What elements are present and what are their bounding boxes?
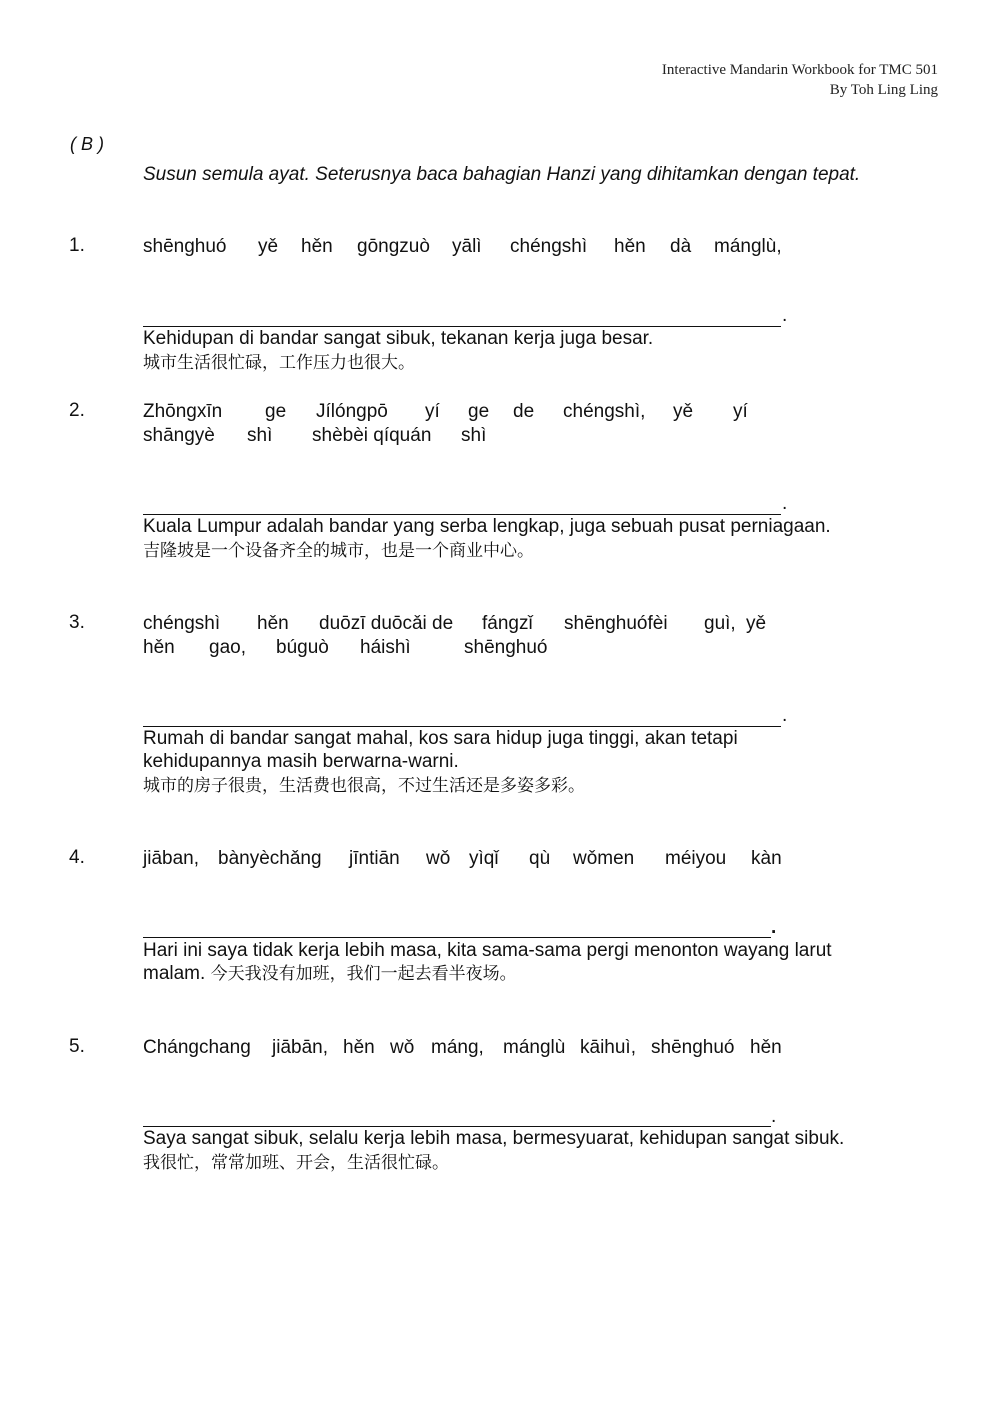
translation-malay-text: Hari ini saya tidak kerja lebih masa, kita sama-sama pergi menonton wayang larut malam. xyxy=(143,940,832,984)
word-chip[interactable]: Zhōngxīn xyxy=(143,401,223,422)
word-chip[interactable]: hěn xyxy=(143,637,175,658)
blank-period: . xyxy=(782,305,788,326)
answer-blank[interactable] xyxy=(143,917,771,938)
question-number: 1. xyxy=(69,235,85,256)
word-chip[interactable]: hěn xyxy=(614,236,646,257)
word-chip[interactable]: qù xyxy=(529,848,551,869)
answer-blank[interactable] xyxy=(143,306,781,327)
word-chip[interactable]: búguò xyxy=(276,637,329,658)
instruction-text: Susun semula ayat. Seterusnya baca bahagian Hanzi yang dihitamkan dengan tepat. xyxy=(143,164,861,185)
word-chip[interactable]: dà xyxy=(670,236,692,257)
word-chip[interactable]: wǒ xyxy=(426,848,451,869)
word-chip[interactable]: Jílóngpō xyxy=(316,401,388,422)
word-bank xyxy=(143,424,803,448)
word-chip[interactable]: chéngshì xyxy=(143,613,221,634)
word-chip[interactable]: mánglù xyxy=(503,1037,566,1058)
translation-malay: Kehidupan di bandar sangat sibuk, tekanan kerja juga besar. xyxy=(143,328,654,349)
word-chip[interactable]: Chángchang xyxy=(143,1037,251,1058)
answer-blank[interactable] xyxy=(143,494,781,515)
translation-malay: Rumah di bandar sangat mahal, kos sara hidup juga tinggi, akan tetapi kehidupannya masih berwarna-warni. xyxy=(143,728,738,772)
word-chip[interactable]: yě xyxy=(673,401,694,422)
word-chip[interactable]: jiābān, xyxy=(272,1037,328,1058)
question-number: 5. xyxy=(69,1036,85,1057)
answer-blank[interactable] xyxy=(143,1106,771,1127)
word-chip[interactable]: méiyou xyxy=(665,848,727,869)
word-chip[interactable]: wǒ xyxy=(390,1037,415,1058)
word-chip[interactable]: fángzǐ xyxy=(482,613,533,634)
word-chip[interactable]: mánglù, xyxy=(714,236,782,257)
word-bank xyxy=(143,636,803,660)
translation-hanzi: 吉隆坡是一个设备齐全的城市，也是一个商业中心。 xyxy=(143,541,534,561)
question-number: 3. xyxy=(69,612,85,633)
word-chip[interactable]: kàn xyxy=(751,848,782,869)
blank-period: . xyxy=(771,1106,777,1127)
word-chip[interactable]: shēnghuó xyxy=(143,236,227,257)
word-bank xyxy=(143,1036,803,1060)
word-chip[interactable]: hěn xyxy=(257,613,289,634)
word-bank xyxy=(143,235,803,259)
section-label: ( B ) xyxy=(70,134,104,154)
word-chip[interactable]: kāihuì, xyxy=(580,1037,636,1058)
translation-malay xyxy=(143,939,888,986)
word-chip[interactable]: chéngshì, xyxy=(563,401,646,422)
word-chip[interactable]: hěn xyxy=(750,1037,782,1058)
translation-hanzi: 今天我没有加班，我们一起去看半夜场。 xyxy=(210,964,517,984)
word-chip[interactable]: hěn xyxy=(301,236,333,257)
word-chip[interactable]: shēnghuó xyxy=(464,637,548,658)
word-chip[interactable]: hěn xyxy=(343,1037,375,1058)
word-chip[interactable]: shèbèi qíquán xyxy=(312,425,432,446)
translation-hanzi: 城市生活很忙碌，工作压力也很大。 xyxy=(143,353,415,373)
workbook-title: Interactive Mandarin Workbook for TMC 501 xyxy=(661,62,938,78)
word-chip[interactable]: shēnghuó xyxy=(651,1037,735,1058)
word-bank xyxy=(143,400,803,424)
word-chip[interactable]: guì, xyxy=(704,613,736,634)
author-line: By Toh Ling Ling xyxy=(829,82,938,98)
answer-blank[interactable] xyxy=(143,706,781,727)
translation-hanzi: 我很忙，常常加班、开会，生活很忙碌。 xyxy=(143,1153,449,1173)
word-chip[interactable]: ge xyxy=(468,401,490,422)
word-chip[interactable]: shì xyxy=(461,425,487,446)
blank-period: . xyxy=(782,705,788,726)
translation-hanzi: 城市的房子很贵，生活费也很高，不过生活还是多姿多彩。 xyxy=(143,776,585,796)
word-chip[interactable]: shēnghuófèi xyxy=(564,613,668,634)
blank-period: . xyxy=(771,917,777,938)
translation-malay: Kuala Lumpur adalah bandar yang serba lengkap, juga sebuah pusat perniagaan. xyxy=(143,516,831,537)
word-chip[interactable]: yí xyxy=(733,401,748,422)
word-chip[interactable]: yě xyxy=(258,236,279,257)
translation-malay: Saya sangat sibuk, selalu kerja lebih masa, bermesyuarat, kehidupan sangat sibuk. xyxy=(143,1128,845,1149)
question-number: 2. xyxy=(69,400,85,421)
word-chip[interactable]: duōzī duōcǎi de xyxy=(319,613,454,634)
word-chip[interactable]: gao, xyxy=(209,637,246,658)
word-bank xyxy=(143,847,803,871)
word-chip[interactable]: wǒmen xyxy=(573,848,635,869)
word-chip[interactable]: ge xyxy=(265,401,287,422)
word-chip[interactable]: chéngshì xyxy=(510,236,588,257)
word-chip[interactable]: gōngzuò xyxy=(357,236,430,257)
word-chip[interactable]: shì xyxy=(247,425,273,446)
word-chip[interactable]: bànyèchǎng xyxy=(218,848,322,869)
word-chip[interactable]: shāngyè xyxy=(143,425,215,446)
word-chip[interactable]: de xyxy=(513,401,535,422)
word-chip[interactable]: háishì xyxy=(360,637,411,658)
word-chip[interactable]: yālì xyxy=(452,236,482,257)
question-number: 4. xyxy=(69,847,85,868)
word-chip[interactable]: yí xyxy=(425,401,440,422)
word-chip[interactable]: yìqǐ xyxy=(469,848,499,869)
blank-period: . xyxy=(782,493,788,514)
word-chip[interactable]: yě xyxy=(746,613,767,634)
word-chip[interactable]: máng, xyxy=(431,1037,484,1058)
word-bank xyxy=(143,612,803,636)
word-chip[interactable]: jīntiān xyxy=(349,848,400,869)
word-chip[interactable]: jiāban, xyxy=(143,848,199,869)
page-header xyxy=(662,60,938,100)
